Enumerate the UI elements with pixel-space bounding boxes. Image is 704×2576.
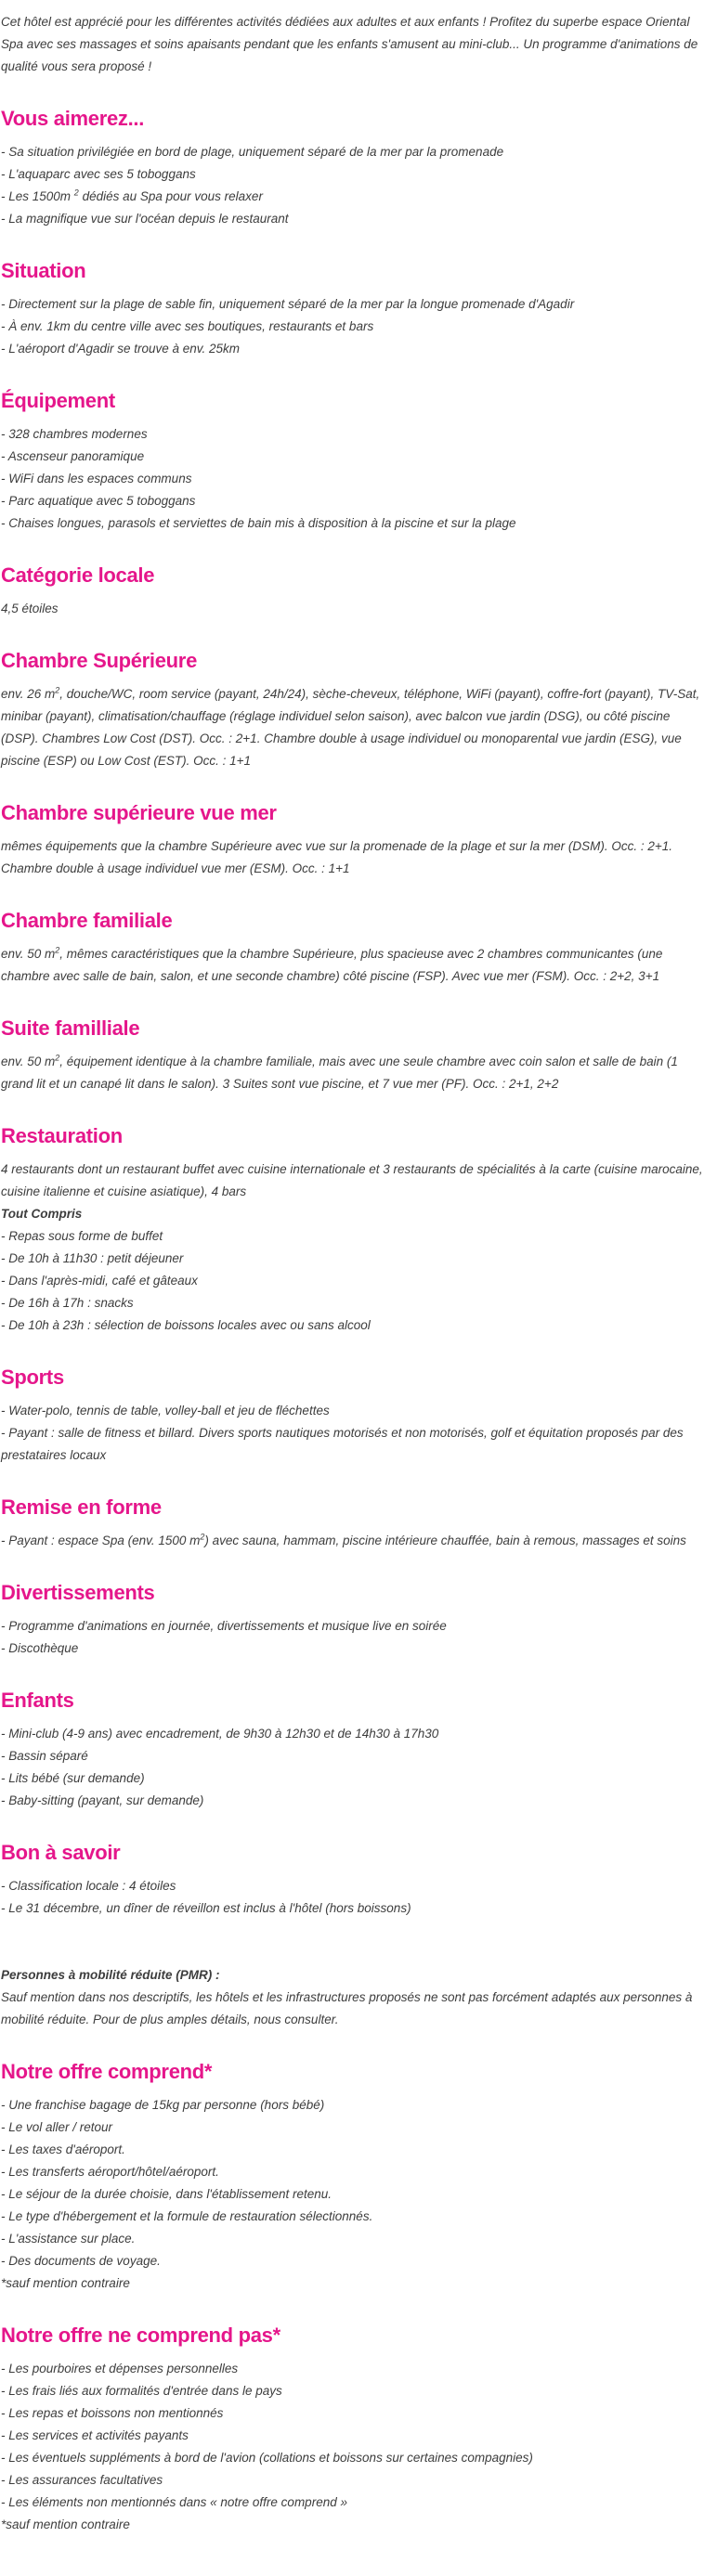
section-title-sports: Sports xyxy=(1,1366,64,1389)
spa-description: ) avec sauna, hammam, piscine intérieure chauffée, bain à remous, massages et soins xyxy=(204,1534,686,1547)
spa-sup: 2 xyxy=(200,1532,205,1542)
list-item: - Le type d'hébergement et la formule de restauration sélectionnés. xyxy=(1,2209,373,2223)
room-description: , mêmes caractéristiques que la chambre Supérieure, plus spacieuse avec 2 chambres communicantes (une chambre avec salle de bain, salon, et une seconde chambre) côté piscine (FSP). Avec vue mer (FSM). Occ. : 2+2, 3+1 xyxy=(1,947,663,983)
list-item: - Classification locale : 4 étoiles xyxy=(1,1879,176,1893)
section-title-chambre-superieure: Chambre Supérieure xyxy=(1,649,198,672)
list-item: - À env. 1km du centre ville avec ses boutiques, restaurants et bars xyxy=(1,319,374,333)
section-body-restauration xyxy=(1,1159,703,1337)
section-body-enfants xyxy=(1,1723,703,1812)
spa-prefix: - Les 1500m xyxy=(1,189,74,203)
room-size-prefix: env. 50 m xyxy=(1,1055,56,1068)
room-size-sup: 2 xyxy=(55,1053,60,1063)
room-description: , douche/WC, room service (payant, 24h/24), sèche-cheveux, téléphone, WiFi (payant), coffre-fort (payant), TV-Sat, minibar (payant), climatisation/chauffage (réglage individuel selon saison), avec balcon vue jardin (DSG), ou côté piscine (DSP). Chambres Low Cost (DST). Occ. : 2+1. Chambre double à usage individuel ou monoparental vue jardin (ESG), vue piscine (ESP) ou Low Cost (EST). Occ. : 1+1 xyxy=(1,687,700,768)
section-title-equipement: Équipement xyxy=(1,389,115,412)
spa-suffix: dédiés au Spa pour vous relaxer xyxy=(78,189,263,203)
section-body-offre-comprend xyxy=(1,2094,703,2295)
list-item: - L'aéroport d'Agadir se trouve à env. 25km xyxy=(1,342,241,356)
list-item: - Le 31 décembre, un dîner de réveillon est inclus à l'hôtel (hors boissons) xyxy=(1,1901,411,1915)
list-item: - Directement sur la plage de sable fin, uniquement séparé de la mer par la longue promenade d'Agadir xyxy=(1,297,575,311)
room-size-prefix: env. 50 m xyxy=(1,947,56,961)
list-item: - Dans l'après-midi, café et gâteaux xyxy=(1,1274,198,1288)
list-item: - Une franchise bagage de 15kg par personne (hors bébé) xyxy=(1,2098,325,2112)
room-size-prefix: env. 26 m xyxy=(1,687,56,701)
footnote: *sauf mention contraire xyxy=(1,2518,130,2531)
section-body-chambre-vue-mer xyxy=(1,835,703,880)
list-item: - Bassin séparé xyxy=(1,1749,88,1763)
list-item: - Des documents de voyage. xyxy=(1,2254,161,2268)
list-item: - Ascenseur panoramique xyxy=(1,449,145,463)
list-item: - Les repas et boissons non mentionnés xyxy=(1,2406,224,2420)
section-body-offre-ne-comprend-pas xyxy=(1,2358,703,2536)
list-item: - Discothèque xyxy=(1,1641,79,1655)
list-item-spa xyxy=(1,186,703,208)
pmr-text: Sauf mention dans nos descriptifs, les hôtels et les infrastructures proposés ne sont pas forcément adaptés aux personnes à mobilité réduite. Pour de plus amples détails, nous consulter. xyxy=(1,1990,693,2026)
list-item: - Programme d'animations en journée, divertissements et musique live en soirée xyxy=(1,1619,447,1633)
section-title-bon-a-savoir: Bon à savoir xyxy=(1,1841,121,1864)
room-size-sup: 2 xyxy=(55,685,60,695)
spacer xyxy=(1,1942,703,1964)
category-value: 4,5 étoiles xyxy=(1,602,59,615)
section-body-chambre-familiale xyxy=(1,943,703,988)
section-title-restauration: Restauration xyxy=(1,1124,123,1147)
list-item: - Les éléments non mentionnés dans « notre offre comprend » xyxy=(1,2495,347,2509)
list-item: - Payant : salle de fitness et billard. Divers sports nautiques motorisés et non motorisés, golf et équitation proposés par des prestataires locaux xyxy=(1,1426,684,1462)
list-item: - Parc aquatique avec 5 toboggans xyxy=(1,494,196,508)
list-item: - Les taxes d'aéroport. xyxy=(1,2142,125,2156)
list-item: - Baby-sitting (payant, sur demande) xyxy=(1,1793,204,1807)
section-body-categorie xyxy=(1,598,703,620)
section-title-vous-aimerez: Vous aimerez... xyxy=(1,107,145,130)
list-item: - Repas sous forme de buffet xyxy=(1,1229,163,1243)
spacer xyxy=(1,1920,703,1942)
list-item: - Lits bébé (sur demande) xyxy=(1,1771,145,1785)
list-item: - Le séjour de la durée choisie, dans l'établissement retenu. xyxy=(1,2187,332,2201)
section-title-divertissements: Divertissements xyxy=(1,1581,155,1604)
section-body-vous-aimerez xyxy=(1,141,703,230)
spa-prefix: - Payant : espace Spa (env. 1500 m xyxy=(1,1534,201,1547)
room-description: , équipement identique à la chambre familiale, mais avec une seule chambre avec coin salon et salle de bain (1 grand lit et un canapé lit dans le salon). 3 Suites sont vue piscine, et 7 vue mer (PF). Occ. : 2+1, 2+2 xyxy=(1,1055,678,1091)
list-item: - Sa situation privilégiée en bord de plage, uniquement séparé de la mer par la promenade xyxy=(1,145,504,159)
section-title-enfants: Enfants xyxy=(1,1689,74,1712)
section-title-chambre-vue-mer: Chambre supérieure vue mer xyxy=(1,801,277,824)
section-title-suite-familiale: Suite familliale xyxy=(1,1016,140,1040)
list-item: - Les transferts aéroport/hôtel/aéroport. xyxy=(1,2165,219,2179)
list-item: - Mini-club (4-9 ans) avec encadrement, de 9h30 à 12h30 et de 14h30 à 17h30 xyxy=(1,1727,439,1741)
room-description: mêmes équipements que la chambre Supérieure avec vue sur la promenade de la plage et sur la mer (DSM). Occ. : 2+1. Chambre double à usage individuel vue mer (ESM). Occ. : 1+1 xyxy=(1,839,672,875)
spa-sup: 2 xyxy=(73,188,79,198)
list-item: - Chaises longues, parasols et serviettes de bain mis à disposition à la piscine et sur la plage xyxy=(1,516,516,530)
section-body-bon-a-savoir xyxy=(1,1875,703,2031)
list-item: - De 10h à 23h : sélection de boissons locales avec ou sans alcool xyxy=(1,1318,371,1332)
list-item: - Les éventuels suppléments à bord de l'avion (collations et boissons sur certaines compagnies) xyxy=(1,2451,533,2465)
section-title-situation: Situation xyxy=(1,259,86,282)
list-item: - Les frais liés aux formalités d'entrée dans le pays xyxy=(1,2384,282,2398)
section-title-chambre-familiale: Chambre familiale xyxy=(1,909,173,932)
list-item: - Les services et activités payants xyxy=(1,2428,189,2442)
list-item: - Water-polo, tennis de table, volley-ball et jeu de fléchettes xyxy=(1,1404,330,1417)
list-item: - L'aquaparc avec ses 5 toboggans xyxy=(1,167,196,181)
list-item: - Le vol aller / retour xyxy=(1,2120,113,2134)
list-item: - De 16h à 17h : snacks xyxy=(1,1296,134,1310)
section-title-categorie: Catégorie locale xyxy=(1,563,155,587)
section-body-equipement xyxy=(1,423,703,535)
section-body-situation xyxy=(1,293,703,360)
section-body-divertissements xyxy=(1,1615,703,1660)
section-title-offre-ne-comprend-pas: Notre offre ne comprend pas* xyxy=(1,2324,280,2347)
intro-paragraph: Cet hôtel est apprécié pour les différentes activités dédiées aux adultes et aux enfants ! Profitez du superbe espace Oriental Spa avec ses massages et soins apaisants pendant que les enfants s'amusent au mini-club... Un programme d'animations de qualité vous sera proposé ! xyxy=(1,15,698,73)
section-body-chambre-superieure xyxy=(1,683,703,772)
list-item: - De 10h à 11h30 : petit déjeuner xyxy=(1,1251,184,1265)
section-title-offre-comprend: Notre offre comprend* xyxy=(1,2060,213,2083)
footnote: *sauf mention contraire xyxy=(1,2276,130,2290)
pmr-label: Personnes à mobilité réduite (PMR) : xyxy=(1,1968,220,1982)
list-item: - La magnifique vue sur l'océan depuis le restaurant xyxy=(1,212,289,226)
room-size-sup: 2 xyxy=(55,945,60,955)
list-item: - Les assurances facultatives xyxy=(1,2473,163,2487)
section-title-remise-en-forme: Remise en forme xyxy=(1,1495,162,1519)
list-item: - Les pourboires et dépenses personnelles xyxy=(1,2362,239,2375)
list-item: - WiFi dans les espaces communs xyxy=(1,472,192,485)
section-body-suite-familiale xyxy=(1,1051,703,1095)
restaurants-description: 4 restaurants dont un restaurant buffet avec cuisine internationale et 3 restaurants de spécialités à la carte (cuisine marocaine, cuisine italienne et cuisine asiatique), 4 bars xyxy=(1,1162,703,1198)
tout-compris-label: Tout Compris xyxy=(1,1207,83,1221)
section-body-remise-en-forme xyxy=(1,1530,703,1552)
list-item: - L'assistance sur place. xyxy=(1,2232,136,2246)
section-body-sports xyxy=(1,1400,703,1467)
list-item: - 328 chambres modernes xyxy=(1,427,148,441)
